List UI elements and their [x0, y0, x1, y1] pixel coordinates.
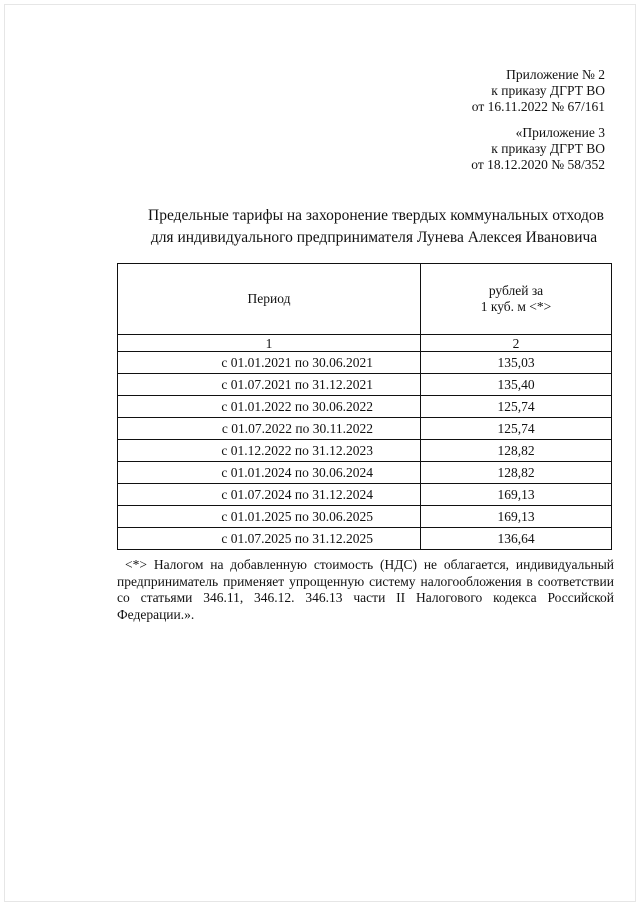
period-cell: с 01.07.2022 по 30.11.2022 [118, 418, 421, 440]
period-cell: с 01.01.2024 по 30.06.2024 [118, 462, 421, 484]
column-index-1: 1 [118, 335, 421, 352]
appendix-line: от 16.11.2022 № 67/161 [471, 99, 605, 114]
period-cell: с 01.07.2025 по 31.12.2025 [118, 528, 421, 550]
price-cell: 128,82 [421, 462, 612, 484]
price-cell: 125,74 [421, 418, 612, 440]
document-page [4, 4, 636, 902]
tariffs-table [117, 263, 612, 550]
appendix-line: к приказу ДГРТ ВО [491, 141, 605, 156]
period-cell: с 01.01.2021 по 30.06.2021 [118, 352, 421, 374]
price-cell: 135,03 [421, 352, 612, 374]
period-cell: с 01.01.2025 по 30.06.2025 [118, 506, 421, 528]
price-cell: 128,82 [421, 440, 612, 462]
period-cell: с 01.07.2021 по 31.12.2021 [118, 374, 421, 396]
table-row [118, 374, 612, 396]
price-cell: 169,13 [421, 506, 612, 528]
title-line-2: для индивидуального предпринимателя Лунева Алексея Ивановича [150, 229, 598, 246]
table-row [118, 528, 612, 550]
column-index-row [118, 335, 612, 352]
title-line-1: Предельные тарифы на захоронение твердых коммунальных отходов [148, 207, 604, 224]
appendix-line: Приложение № 2 [506, 67, 605, 82]
table-row [118, 462, 612, 484]
price-cell: 125,74 [421, 396, 612, 418]
period-cell: с 01.07.2024 по 31.12.2024 [118, 484, 421, 506]
appendix-line: к приказу ДГРТ ВО [491, 83, 605, 98]
table-row [118, 484, 612, 506]
document-title [5, 205, 635, 249]
header-period: Период [118, 264, 421, 335]
period-cell: с 01.01.2022 по 30.06.2022 [118, 396, 421, 418]
appendix-line: «Приложение 3 [515, 125, 605, 140]
table-header-row [118, 264, 612, 335]
table-row [118, 352, 612, 374]
price-cell: 136,64 [421, 528, 612, 550]
header-price-line: рублей за [488, 283, 544, 298]
header-price-line: 1 куб. м <*> [480, 299, 552, 314]
period-cell: с 01.12.2022 по 31.12.2023 [118, 440, 421, 462]
appendix-line: от 18.12.2020 № 58/352 [471, 157, 605, 172]
table-row [118, 440, 612, 462]
column-index-2: 2 [421, 335, 612, 352]
price-cell: 169,13 [421, 484, 612, 506]
header-price [421, 264, 612, 335]
price-cell: 135,40 [421, 374, 612, 396]
table-row [118, 396, 612, 418]
table-row [118, 418, 612, 440]
footnote: <*> Налогом на добавленную стоимость (НДС) не облагается, индивидуальный предприниматель применяет упрощенную систему налогообложения в соответствии со статьями 346.11, 346.12. 346.13 части II Налогового кодекса Российской Федерации.». [117, 557, 614, 622]
appendix-reference-old [471, 125, 605, 173]
table-row [118, 506, 612, 528]
appendix-reference-new [472, 67, 605, 115]
